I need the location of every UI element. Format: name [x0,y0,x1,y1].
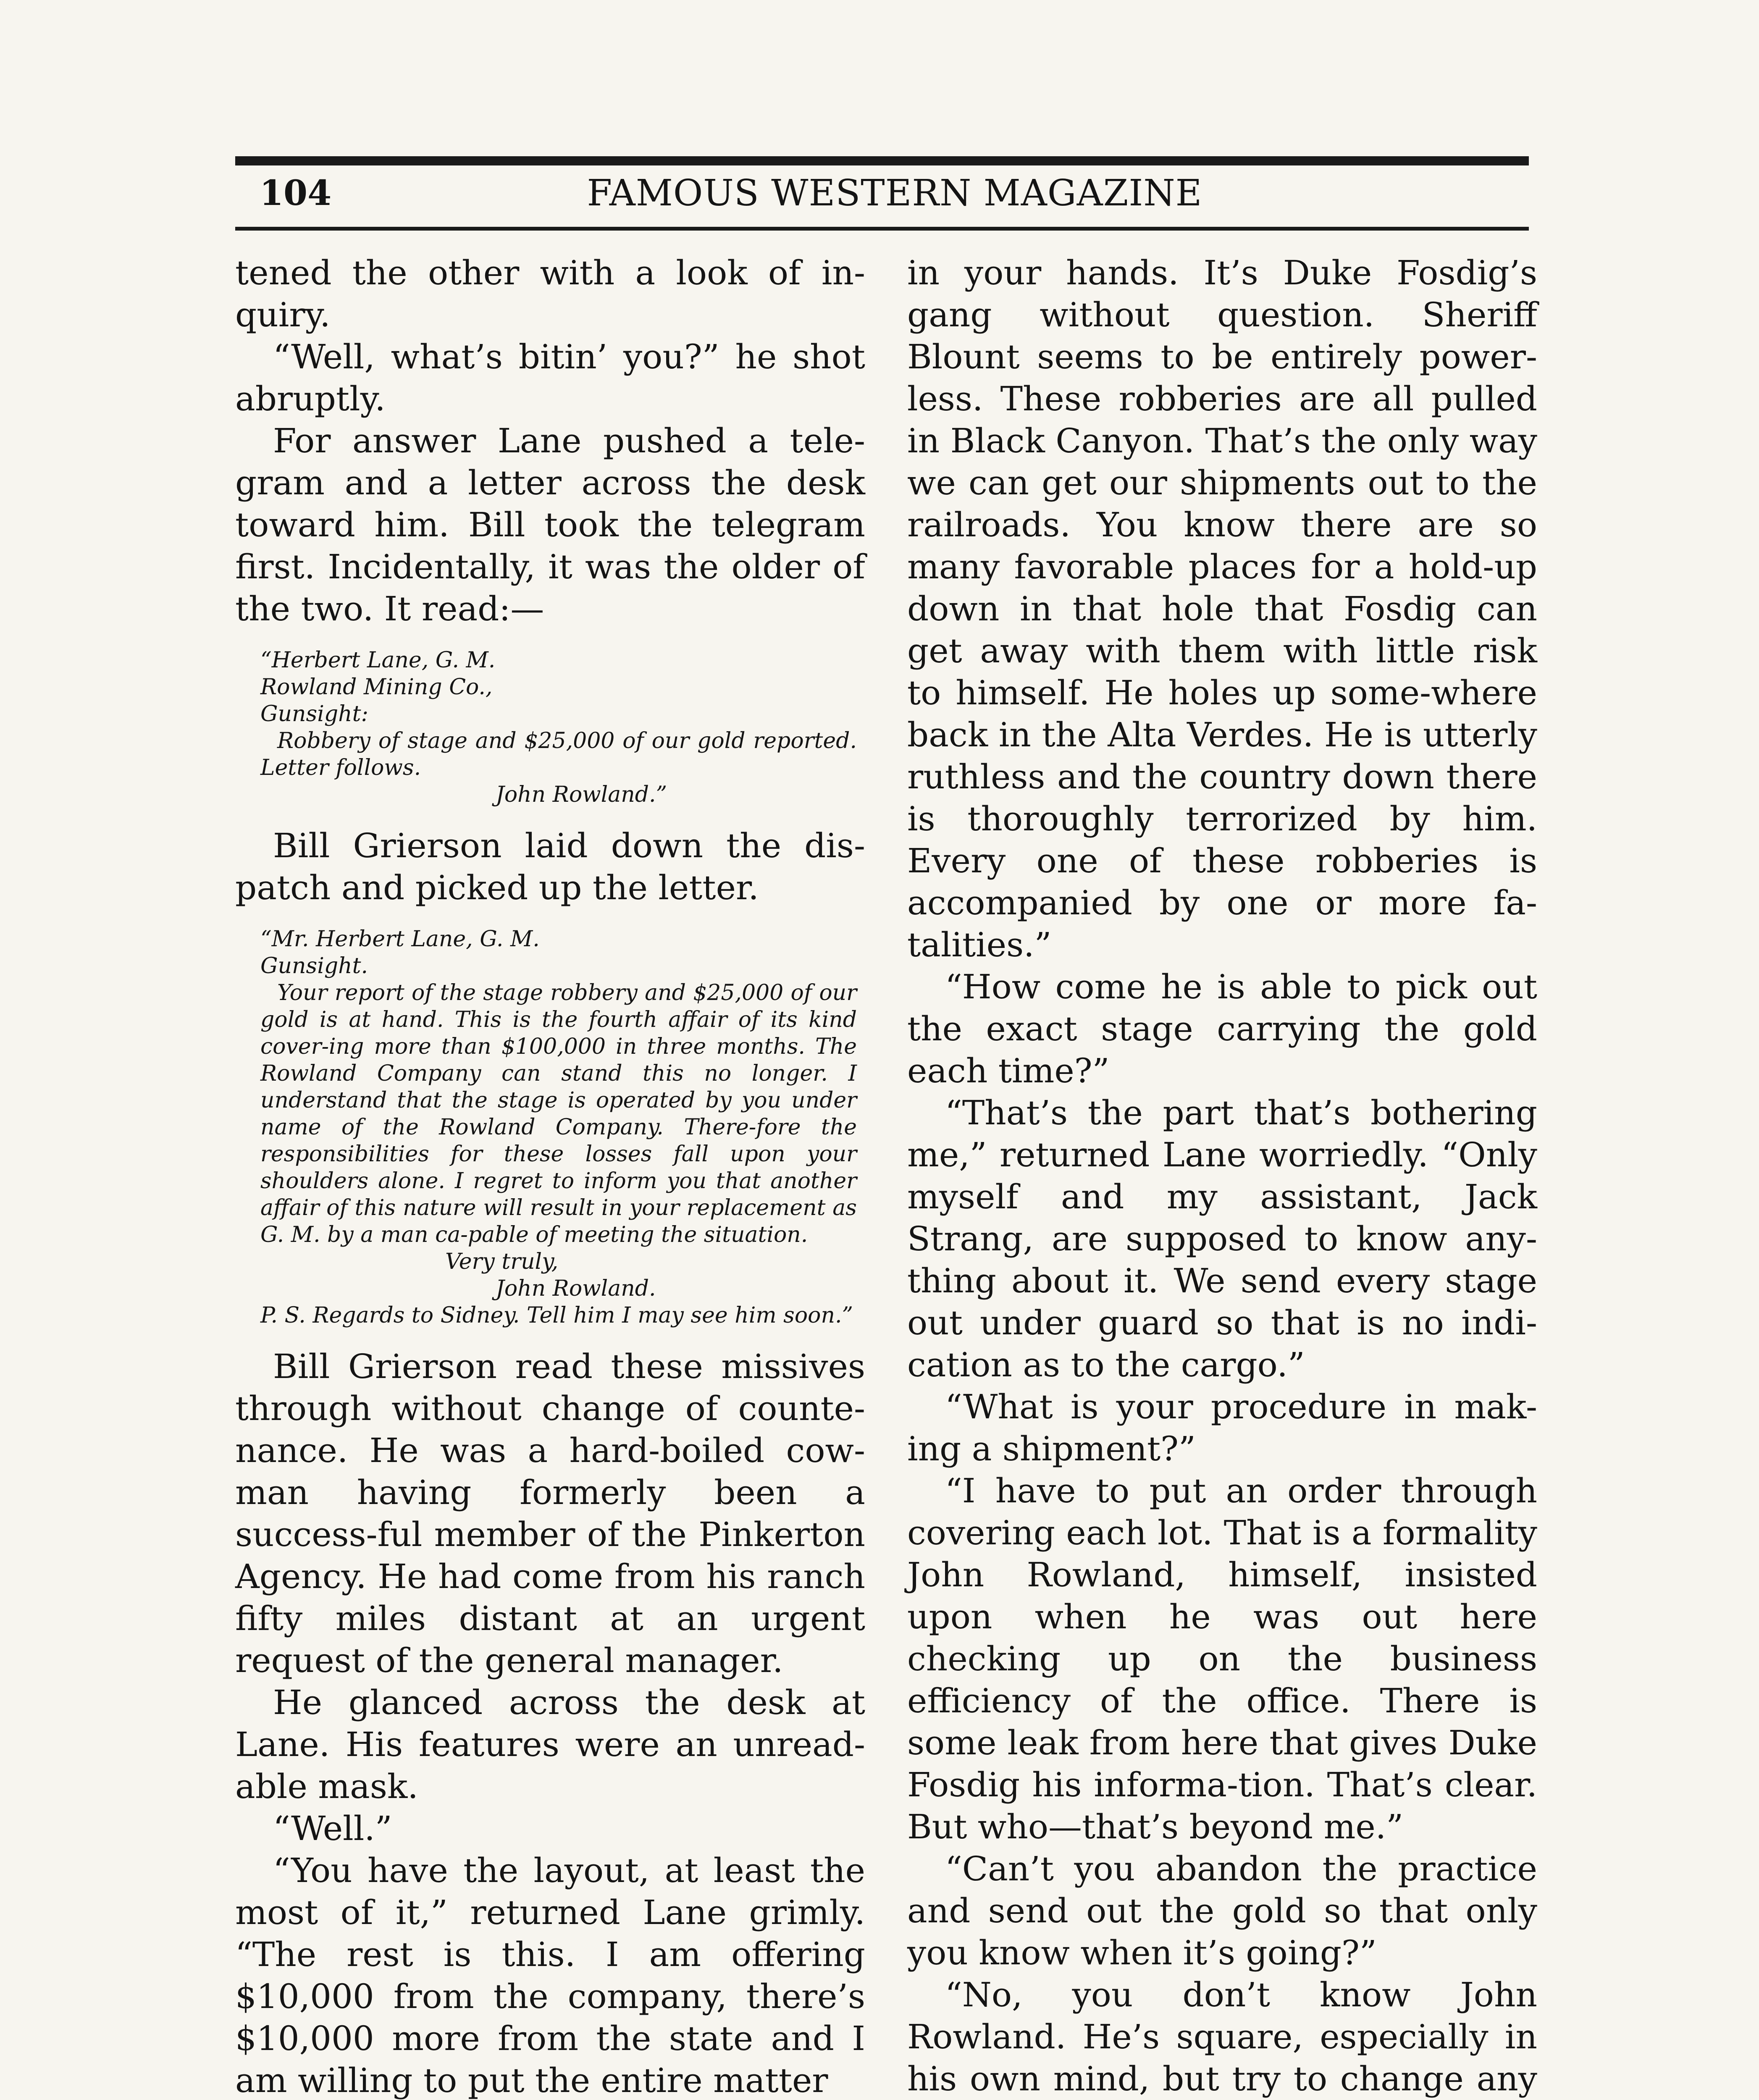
paragraph: Bill Grierson read these missives through without change of counte-nance. He was a hard-boiled cow-man having formerly been a success-ful member of the Pinkerton Agency. He had come from his ranch fifty miles distant at an urgent request of the general manager. [235,1347,865,1680]
paragraph: He glanced across the desk at Lane. His features were an unread-able mask. [235,1683,865,1806]
letter-postscript: P. S. Regards to Sidney. Tell him I may see him soon.” [260,1303,853,1328]
letter-line: Gunsight. [260,953,368,979]
paragraph: “How come he is able to pick out the exact stage carrying the gold each time?” [907,967,1537,1090]
paragraph: “Well.” [273,1809,392,1848]
telegram-body: Robbery of stage and $25,000 of our gold reported. Letter follows. [260,728,857,780]
telegram-line: Rowland Mining Co., [260,675,493,700]
paragraph: For answer Lane pushed a tele-gram and a letter across the desk toward him. Bill took the telegram first. Incidentally, it was the older of the two. It read:— [235,421,865,628]
paragraph: “You have the layout, at least the most of it,” returned Lane grimly. “The rest is this. I am offering $10,000 from the company, there’s $10,000 more from the state and I am willing to put the entire matter [235,1851,865,2100]
paragraph: “No, you don’t know John Rowland. He’s square, especially in his own mind, but try to change any [907,1975,1537,2098]
paragraph: tened the other with a look of in-quiry. [235,253,865,334]
telegram-signature: John Rowland.” [496,782,667,807]
paragraph: “Can’t you abandon the practice and send out the gold so that only you know when it’s going?” [907,1849,1537,1972]
header-rule-bottom [235,227,1529,231]
running-head: FAMOUS WESTERN MAGAZINE [587,172,1202,214]
paragraph: “That’s the part that’s bothering me,” returned Lane worriedly. “Only myself and my assistant, Jack Strang, are supposed to know any-thing about it. We send every stage out under guard so that is no indi-cation as to the cargo.” [907,1093,1537,1384]
letter-body: Your report of the stage robbery and $25,000 of our gold is at hand. This is the fourth affair of its kind cover-ing more than $100,000 in three months. The Rowland Company can stand this no longer. I understand that the stage is operated by you under name of the Rowland Company. There-fore the responsibilities for these losses fall upon your shoulders alone. I regret to inform you that another affair of this nature will result in your replacement as G. M. by a man ca-pable of meeting the situation. [260,980,857,1247]
page-number: 104 [260,173,332,213]
letter-quote [235,926,865,1329]
letter-line: “Mr. Herbert Lane, G. M. [260,927,540,952]
letter-closing: Very truly, [445,1249,559,1274]
letter-signature: John Rowland. [496,1276,656,1301]
telegram-quote [235,647,865,808]
telegram-line: “Herbert Lane, G. M. [260,648,496,673]
paragraph: “Well, what’s bitin’ you?” he shot abruptly. [235,337,865,418]
right-column [907,252,1537,2100]
paragraph: Bill Grierson laid down the dis-patch and picked up the letter. [235,826,865,907]
paragraph: in your hands. It’s Duke Fosdig’s gang without question. Sheriff Blount seems to be entirely power-less. These robberies are all pulled in Black Canyon. That’s the only way we can get our shipments out to the railroads. You know there are so many favorable places for a hold-up down in that hole that Fosdig can get away with them with little risk to himself. He holes up some-where back in the Alta Verdes. He is utterly ruthless and the country down there is thoroughly terrorized by him. Every one of these robberies is accompanied by one or more fa-talities.” [907,253,1537,964]
paragraph: “I have to put an order through covering each lot. That is a formality John Rowland, himself, insisted upon when he was out here checking up on the business efficiency of the office. There is some leak from here that gives Duke Fosdig his informa-tion. That’s clear. But who—that’s beyond me.” [907,1471,1537,1846]
telegram-line: Gunsight: [260,701,369,727]
header-rule-top [235,156,1529,165]
left-column [235,252,865,2100]
paragraph: “What is your procedure in mak-ing a shipment?” [907,1387,1537,1468]
